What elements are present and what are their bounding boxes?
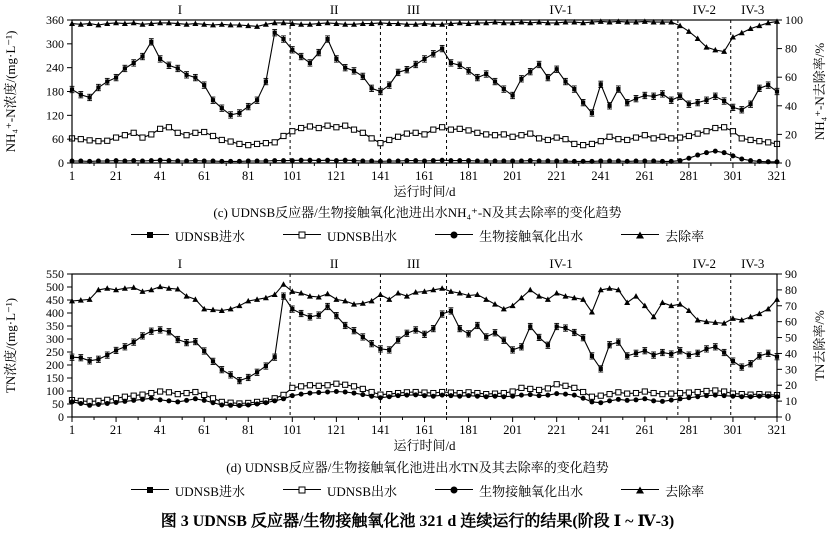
legend-item-udnsb-effluent	[283, 226, 397, 245]
legend-item-udnsb-influent	[131, 481, 245, 500]
legend-item-udnsb-effluent	[283, 481, 397, 500]
svg-text:50: 50	[52, 397, 64, 411]
svg-text:121: 121	[327, 423, 346, 437]
svg-text:261: 261	[635, 169, 655, 183]
svg-text:101: 101	[282, 169, 302, 183]
svg-text:80: 80	[785, 41, 797, 56]
svg-text:10: 10	[785, 394, 797, 409]
svg-text:TN浓度/(mg·L⁻¹): TN浓度/(mg·L⁻¹)	[3, 297, 18, 394]
chart-d-tn-plot	[0, 255, 835, 455]
series-triangle-filled	[69, 18, 780, 54]
svg-text:0: 0	[785, 410, 791, 424]
figure-title: 图 3 UDNSB 反应器/生物接触氧化池 321 d 连续运行的结果(阶段 Ⅰ ~ Ⅳ-3)	[160, 513, 675, 530]
series-square-open	[69, 123, 779, 148]
svg-text:81: 81	[242, 423, 255, 437]
legend-label: 生物接触氧化出水	[479, 228, 584, 244]
svg-text:100: 100	[46, 384, 64, 398]
svg-text:0: 0	[58, 410, 64, 424]
svg-text:240: 240	[46, 60, 64, 75]
svg-text:161: 161	[415, 169, 434, 183]
svg-text:100: 100	[785, 13, 803, 27]
svg-text:281: 281	[679, 169, 699, 183]
x-axis	[69, 417, 787, 453]
legend-label: UDNSB进水	[174, 483, 245, 499]
x-axis	[69, 163, 787, 199]
svg-text:141: 141	[371, 169, 390, 183]
svg-text:150: 150	[46, 371, 64, 385]
svg-text:1: 1	[68, 169, 76, 183]
svg-text:321: 321	[767, 423, 787, 437]
svg-text:NH₄⁺-N去除率/%: NH₄⁺-N去除率/%	[812, 42, 827, 141]
filled-square-marker-icon	[131, 229, 169, 241]
legend-item-biofilm-effluent	[435, 226, 583, 245]
svg-text:121: 121	[327, 169, 346, 183]
svg-text:350: 350	[46, 319, 64, 333]
chart-d-legend	[0, 481, 835, 499]
svg-text:运行时间/d: 运行时间/d	[393, 438, 456, 453]
svg-text:201: 201	[503, 169, 522, 183]
svg-text:300: 300	[46, 332, 64, 346]
y-axis-left	[3, 13, 72, 170]
svg-text:TN去除率/%: TN去除率/%	[812, 310, 827, 381]
svg-text:50: 50	[785, 330, 797, 345]
legend-item-removal-rate	[621, 481, 704, 500]
svg-text:0: 0	[785, 156, 791, 170]
svg-text:300: 300	[46, 36, 64, 51]
y-axis-left	[3, 267, 72, 424]
svg-text:450: 450	[46, 293, 64, 307]
series-circle-filled	[70, 149, 780, 165]
svg-text:运行时间/d: 运行时间/d	[393, 184, 456, 199]
svg-text:241: 241	[591, 169, 611, 183]
svg-text:20: 20	[785, 127, 797, 142]
svg-text:IV-3: IV-3	[741, 2, 765, 17]
svg-text:IV-1: IV-1	[549, 256, 573, 271]
svg-text:III: III	[406, 256, 420, 271]
chart-c-caption: (c) UDNSB反应器/生物接触氧化池进出水NH₄⁺-N及其去除率的变化趋势	[213, 205, 622, 220]
legend-label: UDNSB进水	[174, 228, 245, 244]
svg-text:80: 80	[785, 282, 797, 297]
svg-text:NH₄⁺-N浓度/(mg·L⁻¹): NH₄⁺-N浓度/(mg·L⁻¹)	[3, 30, 18, 153]
svg-text:I: I	[177, 256, 183, 271]
chart-d-caption: (d) UDNSB反应器/生物接触氧化池进出水TN及其去除率的变化趋势	[226, 460, 609, 475]
legend-item-biofilm-effluent	[435, 481, 583, 500]
svg-text:550: 550	[46, 267, 64, 281]
svg-text:21: 21	[109, 423, 123, 437]
open-square-marker-icon	[283, 229, 321, 241]
svg-text:IV-3: IV-3	[741, 256, 765, 271]
legend-label: 去除率	[665, 483, 705, 499]
svg-text:21: 21	[109, 169, 123, 183]
svg-text:60: 60	[52, 132, 64, 147]
svg-text:201: 201	[503, 423, 522, 437]
svg-text:221: 221	[547, 423, 567, 437]
legend-label: UDNSB出水	[326, 228, 398, 244]
svg-text:30: 30	[785, 362, 797, 377]
svg-text:40: 40	[785, 346, 797, 361]
svg-text:200: 200	[46, 358, 64, 372]
legend-label: 去除率	[665, 228, 705, 244]
svg-text:120: 120	[46, 108, 64, 123]
svg-text:IV-2: IV-2	[692, 256, 716, 271]
svg-text:II: II	[329, 256, 339, 271]
svg-text:180: 180	[46, 84, 64, 99]
series-square-filled	[70, 30, 780, 119]
svg-text:181: 181	[459, 423, 478, 437]
svg-text:181: 181	[459, 169, 478, 183]
svg-text:40: 40	[785, 98, 797, 113]
svg-text:III: III	[406, 2, 420, 17]
legend-item-removal-rate	[621, 226, 704, 245]
svg-text:60: 60	[785, 70, 797, 85]
triangle-marker-icon	[621, 229, 659, 241]
svg-text:261: 261	[635, 423, 655, 437]
svg-text:400: 400	[46, 306, 64, 320]
legend-label: 生物接触氧化出水	[479, 483, 584, 499]
open-square-marker-icon	[283, 484, 321, 496]
svg-text:101: 101	[282, 423, 302, 437]
svg-text:90: 90	[785, 267, 797, 281]
filled-square-marker-icon	[131, 484, 169, 496]
svg-text:61: 61	[197, 423, 211, 437]
svg-text:301: 301	[723, 423, 743, 437]
svg-text:60: 60	[785, 314, 797, 329]
svg-text:70: 70	[785, 298, 797, 313]
svg-text:I: I	[177, 2, 183, 17]
svg-text:IV-1: IV-1	[549, 2, 573, 17]
svg-text:41: 41	[153, 423, 167, 437]
svg-text:IV-2: IV-2	[692, 2, 716, 17]
svg-text:360: 360	[46, 13, 64, 27]
svg-text:0: 0	[58, 156, 64, 170]
filled-circle-marker-icon	[435, 484, 473, 496]
svg-text:II: II	[329, 2, 339, 17]
y-axis-right	[777, 267, 827, 424]
svg-text:20: 20	[785, 378, 797, 393]
svg-text:61: 61	[197, 169, 211, 183]
svg-text:221: 221	[547, 169, 567, 183]
series-triangle-filled	[69, 281, 780, 325]
svg-text:500: 500	[46, 280, 64, 294]
chart-c-legend	[0, 226, 835, 244]
svg-text:321: 321	[767, 169, 787, 183]
y-axis-right	[777, 13, 827, 170]
svg-text:161: 161	[415, 423, 434, 437]
plot-border	[72, 20, 777, 163]
filled-circle-marker-icon	[435, 229, 473, 241]
legend-label: UDNSB出水	[326, 483, 398, 499]
svg-text:41: 41	[153, 169, 167, 183]
svg-text:281: 281	[679, 423, 699, 437]
svg-text:1: 1	[68, 423, 76, 437]
svg-text:250: 250	[46, 345, 64, 359]
svg-text:141: 141	[371, 423, 390, 437]
legend-item-udnsb-influent	[131, 226, 245, 245]
svg-text:301: 301	[723, 169, 743, 183]
chart-c-nh4n-plot	[0, 0, 835, 200]
triangle-marker-icon	[621, 484, 659, 496]
svg-text:241: 241	[591, 423, 611, 437]
svg-text:81: 81	[242, 169, 255, 183]
